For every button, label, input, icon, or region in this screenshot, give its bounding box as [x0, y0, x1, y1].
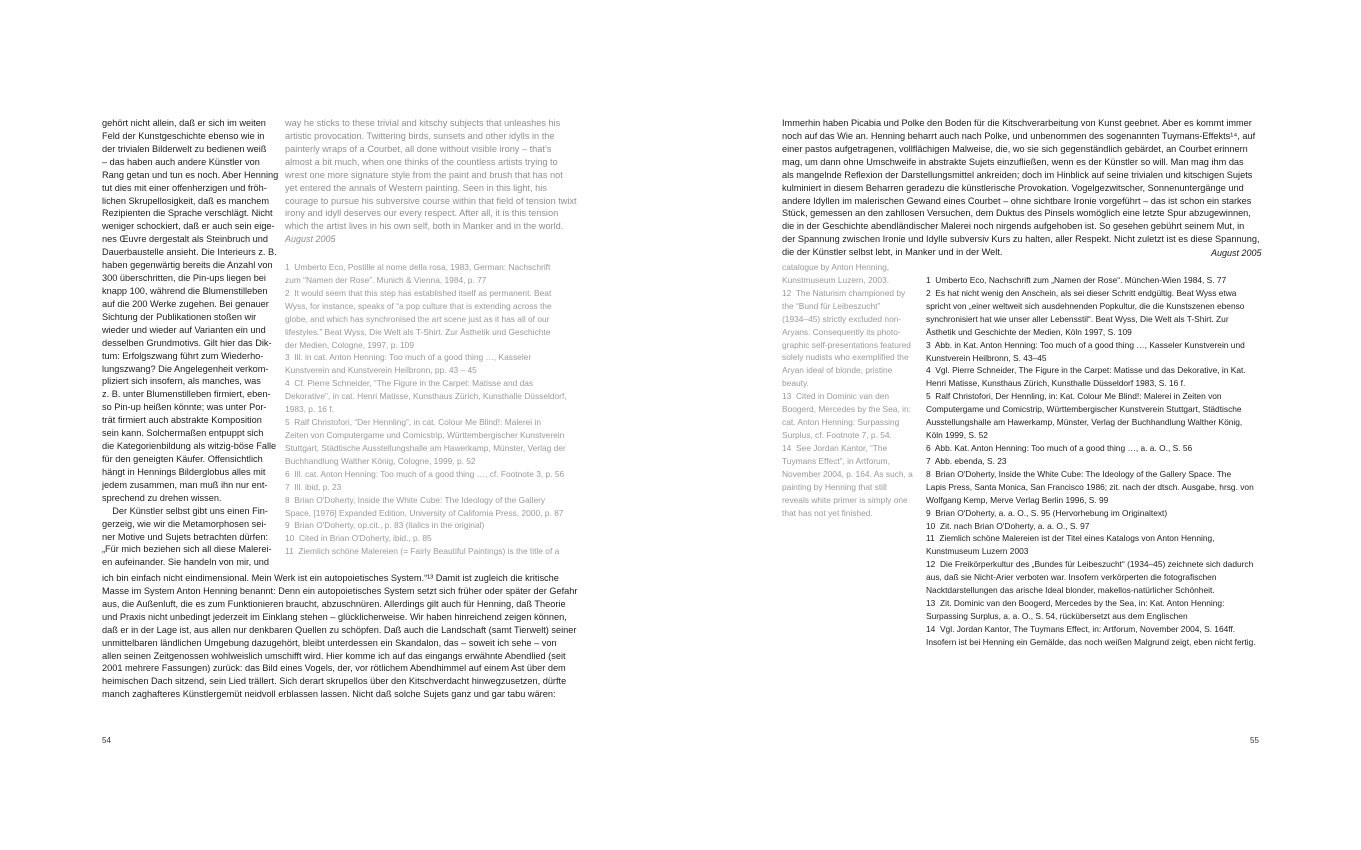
text-line: allen seinen Zeitgenossen wohlweislich umschifft wird. Hier komme ich auf das eingangs erwähnte Abendlied (seit	[102, 650, 566, 661]
text-line: Computergame und Comicstrip, Württembergischer Kunstverein Stuttgart, Städtische	[926, 404, 1242, 415]
text-line: Zeiten von Computergame und Comicstrip, Württembergischer Kunstverein	[285, 429, 565, 440]
text-line: Der Künstler selbst gibt uns einen Fin-	[102, 505, 268, 516]
text-line: Surplus, cf. Footnote 7, p. 54.	[782, 429, 892, 440]
text-line: almost a bit much, when one thinks of the countless artists trying to	[285, 156, 558, 167]
text-line: haben gegenwärtig bereits die Anzahl von	[102, 260, 273, 271]
text-line: hängt in Hennings Bilderglobus alles mit	[102, 466, 266, 477]
text-line: yet entered the annals of Western painting. Seen in this light, his	[285, 182, 547, 193]
text-line: andere Idyllen im malerischen Gewand eines Courbet – ohne sichtbare Ironie vorgeführt – das ist schon ein starkes	[782, 195, 1252, 206]
text-line: lifestyles.” Beat Wyss, Die Welt als T-Shirt. Zur Ästhetik und Geschichte	[285, 326, 551, 337]
text-line: 11 Ziemlich schöne Malereien ist der Titel eines Katalogs von Anton Henning,	[926, 533, 1215, 544]
text-line: cat. Anton Henning: Surpassing	[782, 417, 900, 428]
text-line: 6 Ill. cat. Anton Henning: Too much of a good thing …, cf. Footnote 3, p. 56	[285, 468, 565, 479]
text-line: der Spannung zwischen Ironie und Idylle subversiv Kurs zu halten, aller Respekt. Nicht zuletzt ist es diese Spannung,	[782, 234, 1260, 245]
text-line: 12 The Naturism championed by	[782, 287, 906, 298]
text-line: solely nudists who exemplified the	[782, 352, 909, 363]
text-line: Masse im System Anton Henning benannt: Denn ein autopoietisches System setzt sich früher oder später der Gefahr	[102, 585, 578, 596]
text-line: Köln 1999, S. 52	[926, 430, 988, 441]
text-line: als mangelnde Reflexion der Darstellungsmittel ankreiden; doch im Hinblick auf seine trivialen und kitschigen Sujets	[782, 169, 1253, 180]
left-english-footnotes	[285, 261, 580, 558]
text-line: 14 See Jordan Kantor, “The	[782, 442, 888, 453]
text-line: jedem zusammen, man muß ihn nur ent-	[102, 479, 268, 490]
text-line: 8 Brian O'Doherty, Inside the White Cube: The Ideology of the Gallery	[285, 494, 546, 505]
text-line: aus, die Außenluft, die es zum Funktionieren braucht, abzuschnüren. Allerdings gilt auch für Henning, daß Theorie	[102, 598, 566, 609]
text-line: und Praxis nicht unbedingt jederzeit im Einklang stehen – glücklicherweise. Wir haben hinreichend zeigen können,	[102, 611, 567, 622]
text-line: Tuymans Effect”, in Artforum,	[782, 455, 890, 466]
text-line: nes Œuvre dergestalt als Steinbruch und	[102, 234, 268, 245]
text-line: 1983, p. 16 f.	[285, 404, 334, 415]
text-line: 6 Abb. Kat. Anton Henning: Too much of a good thing …, a. a. O., S. 56	[926, 442, 1193, 453]
text-line: 4 Cf. Pierre Schneider, “The Figure in the Carpet: Matisse and das	[285, 378, 534, 389]
text-line: Aryan ideal of blonde, pristine	[782, 365, 893, 376]
text-line: sprechend zu drehen wissen.	[102, 492, 222, 503]
text-line: spricht von „einer weltweit sich ausdehnenden Popkultur, die die Kunstszenen ebenso	[926, 300, 1245, 311]
text-line: Wyss, for instance, speaks of “a pop culture that is extending across the	[285, 300, 552, 311]
right-german-signature: August 2005	[1211, 248, 1262, 258]
right-german-footnotes	[926, 274, 1261, 649]
text-line: sein kann. Solchermaßen entpuppt sich	[102, 428, 264, 439]
text-line: 9 Brian O'Doherty, a. a. O., S. 95 (Hervorhebung im Originaltext)	[926, 507, 1168, 518]
text-line: irony and idyll deserves our every respect. After all, it is this tension	[285, 208, 559, 219]
text-line: 10 Cited in Brian O'Doherty, ibid., p. 85	[285, 533, 432, 544]
right-english-footnotes-continued	[782, 261, 917, 519]
text-line: way he sticks to these trivial and kitschy subjects that unleashes his	[285, 118, 561, 128]
text-line: unmittelbaren ländlichen Umgebung dazugehört, bleibt unterdessen ein Skandalon, das – soweit ich sehe – von	[102, 637, 557, 648]
text-line: 2 Es hat nicht wenig den Anschein, als sei dieser Schritt endgültig. Beat Wyss etwa	[926, 287, 1237, 298]
right-german-paragraph	[782, 117, 1260, 259]
text-line: Nacktdarstellungen das arische Ideal blonder, makellos-natürlicher Schönheit.	[926, 585, 1215, 596]
text-line: manch zaghafteres Künstlergemüt neidvoll erblassen lassen. Nicht daß solche Sujets ganz und gar tabu wären:	[102, 689, 556, 700]
text-line: Ausstellungshalle am Hawerkamp, Münster, Verlag der Buchhandlung Walther König,	[926, 417, 1243, 428]
text-line: 300 überschritten, die Pin-ups liegen bei	[102, 273, 266, 284]
text-line: trät firmiert auch abstrakte Komposition	[102, 415, 262, 426]
text-line: 2001 mehrere Fassungen) zurück: das Bild eines Vogels, der, vor rötlichem Abendhimmel auf einem Ast über dem	[102, 663, 566, 674]
text-line: die in der Geschichte abendländischer Malerei noch nirgends aufgehoben ist. So gesehen gebührt seinem Mut, in	[782, 221, 1245, 232]
text-line: Stuttgart, Städtische Ausstellungshalle am Hawerkamp, Münster, Verlag der	[285, 442, 566, 453]
text-line: painterly wraps of a Courbet, all done without visible irony – that's	[285, 143, 552, 154]
text-line: tum: Erfolgszwang führt zum Wiederho-	[102, 350, 264, 361]
text-line: artistic provocation. Twittering birds, sunsets and other idylls in the	[285, 130, 555, 141]
text-line: für den geneigten Käufer. Offensichtlich	[102, 453, 263, 464]
text-line: Kunstmuseum Luzern 2003	[926, 546, 1029, 557]
text-line: Immerhin haben Picabia und Polke den Boden für die Kitschverarbeitung von Kunst geebnet. Aber es kommt immer	[782, 118, 1252, 128]
text-line: der Medien, Cologne, 1997, p. 109	[285, 339, 414, 350]
text-line: 3 Abb. in Kat. Anton Henning: Too much of a good thing …, Kasseler Kunstverein und	[926, 339, 1245, 350]
text-line: mag, um dann ohne Umschweife in abstrakte Sujets einzufließen, wenn es der Künstler so will. Man mag ihm das	[782, 156, 1244, 167]
text-line: Boogerd, Mercedes by the Sea, in:	[782, 404, 911, 415]
left-page-number: 54	[102, 736, 111, 745]
text-line: 1 Umberto Eco, Nachschrift zum „Namen der Rose“. München-Wien 1984, S. 77	[926, 275, 1227, 285]
text-line: Dekorative”, in cat. Henri Matisse, Kunsthaus Zürich, Kunsthalle Düsseldorf,	[285, 391, 567, 402]
text-line: Kunstverein and Kunstverein Heilbronn, pp. 43 – 45	[285, 365, 477, 376]
text-line: Buchhandlung Walther König, Cologne, 1999, p. 52	[285, 455, 476, 466]
text-line: zum “Namen der Rose”. Munich & Vienna, 1984, p. 77	[285, 274, 487, 285]
text-line: Stück, gemessen an den zahllosen Versuchen, dem Duktus des Pinsels womöglich eine letzte Spur abzugewinnen,	[782, 208, 1251, 219]
text-line: noch auf das Wie an. Henning beharrt auch nach Polke, und unbenommen des sogenannten Tuymans-Effekts¹⁴, auf	[782, 130, 1256, 141]
text-line: 13 Zit. Dominic van den Boogerd, Mercedes by the Sea, in: Kat. Anton Henning:	[926, 598, 1225, 609]
text-line: November 2004, p. 164. As such, a	[782, 468, 913, 479]
text-line: Kunstverein Heilbronn, S. 43–45	[926, 352, 1047, 363]
text-line: gehört nicht allein, daß er sich im weiten	[102, 118, 266, 128]
text-line: so Pin-up heißen könnte; was unter Por-	[102, 402, 267, 413]
text-line: Feld der Kunstgeschichte ebenso wie in	[102, 130, 265, 141]
left-german-column	[102, 117, 277, 569]
text-line: Rezipienten die Sprache verschlägt. Nicht	[102, 208, 273, 219]
text-line: 1 Umberto Eco, Postille al nome della rosa, 1983, German: Nachschrift	[285, 262, 551, 272]
text-line: synchronisiert hat wie unser aller Lebensstil“. Beat Wyss, Die Welt als T-Shirt. Zur	[926, 313, 1229, 324]
text-line: wrest one more signature style from the paint and brush that has not	[285, 169, 563, 180]
text-line: weniger schockiert, daß er auch sein eige-	[102, 221, 275, 232]
text-line: en aufeinander. Sie handeln von mir, und	[102, 557, 270, 568]
text-line: painting by Henning that still	[782, 481, 887, 492]
text-line: 8 Brian O'Doherty, Inside the White Cube: The Ideology of the Gallery Space. The	[926, 468, 1232, 479]
text-line: globe, and which has synchronised the art scene just as it has all of our	[285, 313, 550, 324]
left-english-signature: August 2005	[285, 234, 336, 244]
text-line: tut dies mit einer offenherzigen und fröh-	[102, 182, 267, 193]
text-line: Rang getan und tun es noch. Aber Henning	[102, 169, 279, 180]
text-line: daß er in der Lage ist, aus allen nur denkbaren Quellen zu schöpfen. Daß auch die Landschaft (samt Tierwelt) seiner	[102, 624, 577, 635]
text-line: – das haben auch andere Künstler von	[102, 156, 260, 167]
text-line: gerzeig, wie wir die Metamorphosen sei-	[102, 518, 267, 529]
text-line: wieder und wieder auf Varianten ein und	[102, 324, 266, 335]
text-line: reveals white primer is simply one	[782, 494, 908, 505]
text-line: 12 Die Freikörperkultur des „Bundes für Leibeszucht“ (1934–45) zeichnete sich dadurch	[926, 559, 1254, 570]
text-line: Surpassing Surplus, a. a. O., S. 54, rückübersetzt aus dem Englischen	[926, 610, 1188, 621]
text-line: die der Künstler selbst lebt, in Manker und in der Welt.	[782, 247, 1003, 258]
right-page-number: 55	[1250, 736, 1259, 745]
text-line: knapp 100, während die Blumenstilleben	[102, 285, 268, 296]
text-line: Insofern ist bei Henning ein Gemälde, das noch weißen Malgrund zeigt, eben nicht fertig.	[926, 636, 1256, 647]
text-line: aus, daß sie Nicht-Arier verboten war. Insofern verkörperten die fotografischen	[926, 572, 1217, 583]
text-line: Aryans. Consequently its photo-	[782, 326, 901, 337]
text-line: Sichtung der Publikationen stoßen wir	[102, 311, 257, 322]
text-line: courage to pursue his subversive course within that field of tension twixt	[285, 195, 577, 206]
text-line: ich bin einfach nicht eindimensional. Mein Werk ist ein autopoietisches System.“¹³ Damit ist zugleich die kritische	[102, 573, 559, 583]
text-line: lichen Skrupellosigkeit, daß es manchem	[102, 195, 269, 206]
text-line: 3 Ill. in cat. Anton Henning: Too much of a good thing …, Kasseler	[285, 352, 532, 363]
text-line: beauty.	[782, 378, 809, 389]
text-line: 14 Vgl. Jordan Kantor, The Tuymans Effect, in: Artforum, November 2004, S. 164ff.	[926, 623, 1236, 634]
text-line: 5 Ralf Christofori, Der Hennling, in: Kat. Colour Me Blind!: Malerei in Zeiten von	[926, 391, 1222, 402]
text-line: z. B. unter Blumenstilleben firmiert, eben-	[102, 389, 271, 400]
text-line: 7 Ill. ibid, p. 23	[285, 481, 342, 492]
text-line: which the artist lives in his own self, both in Manker and in the world.	[285, 221, 564, 232]
text-line: lungszwang? Die Angelegenheit verkom-	[102, 363, 269, 374]
text-line: 10 Zit. nach Brian O'Doherty, a. a. O., S. 97	[926, 520, 1090, 531]
text-line: ner Motive und Sujets betrachten dürfen:	[102, 531, 268, 542]
text-line: Dauerbaustelle ansieht. Die Interieurs z. B.	[102, 247, 277, 258]
text-line: Kunstmuseum Luzern, 2003.	[782, 274, 890, 285]
text-line: einer pastos aufgetragenen, vollflächigen Malweise, die, wo sie sich gegenständlich gebärdet, an Courbet erinnern	[782, 143, 1248, 154]
text-line: auf die 200 Werke zugehen. Bei genauer	[102, 298, 269, 309]
text-line: 5 Ralf Christofori, “Der Hennling”, in cat. Colour Me Blind!: Malerei in	[285, 417, 541, 428]
text-line: graphic self-presentations featured	[782, 339, 911, 350]
text-line: 2 It would seem that this step has established itself as permanent. Beat	[285, 287, 552, 298]
text-line: the “Bund für Leibeszucht”	[782, 300, 881, 311]
text-line: der trivialen Bilderwelt zu bedienen weiß	[102, 143, 267, 154]
text-line: Space, [1976] Expanded Edition, University of California Press, 2000, p. 87	[285, 507, 564, 518]
text-line: 13 Cited in Dominic van den	[782, 391, 890, 402]
text-line: 7 Abb. ebenda, S. 23	[926, 455, 1007, 466]
text-line: Henri Matisse, Kunsthaus Zürich, Kunsthalle Düsseldorf 1983, S. 16 f.	[926, 378, 1186, 389]
text-line: kulminiert in diesem Beharren geradezu die künstlerische Provokation. Vogelgezwitscher, Sonnenuntergänge und	[782, 182, 1244, 193]
text-line: 9 Brian O'Doherty, op.cit., p. 83 (italics in the original)	[285, 520, 485, 531]
text-line: die Kategorienbildung als witzig-böse Falle	[102, 441, 277, 452]
text-line: 4 Vgl. Pierre Schneider, The Figure in the Carpet: Matisse und das Dekorative, in Kat.	[926, 365, 1246, 376]
text-line: pliziert sich insofern, als manches, was	[102, 376, 261, 387]
text-line: (1934–45) strictly excluded non-	[782, 313, 902, 324]
text-line: „Für mich beziehen sich all diese Malerei-	[102, 544, 272, 555]
text-line: Lapis Press, Santa Monica, San Francisco 1986; zit. nach der dtsch. Ausgabe, hrsg. von	[926, 481, 1254, 492]
text-line: heimischen Dach sitzend, sein Lied trällert. Sich derart skrupellos über den Kitschverdacht hinwegzusetzen, dürfte	[102, 676, 567, 687]
text-line: that has not yet finished.	[782, 507, 873, 518]
left-english-column	[285, 117, 580, 233]
text-line: 11 Ziemlich schöne Malereien (= Fairly Beautiful Paintings) is the title of a	[285, 546, 560, 557]
left-german-bottom-paragraph	[102, 572, 582, 701]
text-line: Ästhetik und Geschichte der Medien, Köln 1997, S. 109	[926, 326, 1132, 337]
text-line: catalogue by Anton Henning,	[782, 262, 890, 272]
text-line: Wolfgang Kemp, Merve Verlag Berlin 1996, S. 99	[926, 494, 1109, 505]
text-line: desselben Grundmotivs. Gilt hier das Dik-	[102, 337, 272, 348]
